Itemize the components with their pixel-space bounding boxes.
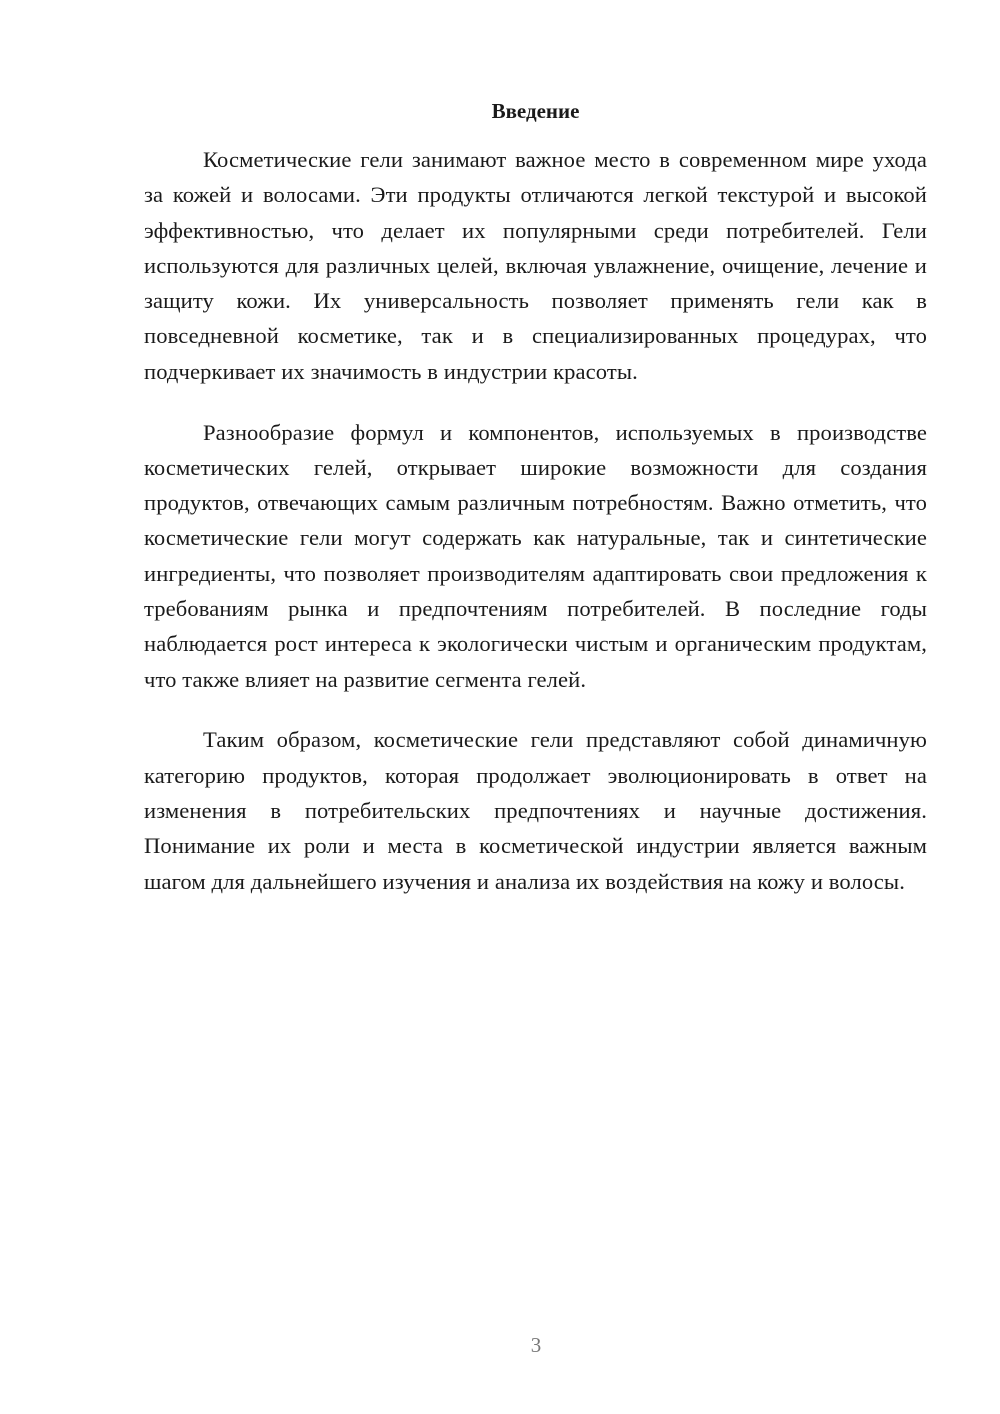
body-text xyxy=(144,142,927,924)
paragraph-2: Разнообразие формул и компонентов, используемых в производстве косметических гелей, открывает широкие возможности для создания продуктов, отвечающих самым различным потребностям. Важно отметить, что косметические гели могут содержать как натуральные, так и синтетические ингредиенты, что позволяет производителям адаптировать свои предложения к требованиям рынка и предпочтениям потребителей. В последние годы наблюдается рост интереса к экологически чистым и органическим продуктам, что также влияет на развитие сегмента гелей. xyxy=(144,419,927,692)
page-number: 3 xyxy=(530,1333,542,1357)
paragraph-3: Таким образом, косметические гели представляют собой динамичную категорию продуктов, которая продолжает эволюционировать в ответ на изменения в потребительских предпочтениях и научные достижения. Понимание их роли и места в косметической индустрии является важным шагом для дальнейшего изучения и анализа их воздействия на кожу и волосы. xyxy=(144,727,927,894)
paragraph-1: Косметические гели занимают важное место в современном мире ухода за кожей и волосами. Эти продукты отличаются легкой текстурой и высокой эффективностью, что делает их популярными среди потребителей. Гели используются для различных целей, включая увлажнение, очищение, лечение и защиту кожи. Их универсальность позволяет применять гели как в повседневной косметике, так и в специализированных процедурах, что подчеркивает их значимость в индустрии красоты. xyxy=(144,147,927,384)
section-heading: Введение xyxy=(491,99,580,123)
